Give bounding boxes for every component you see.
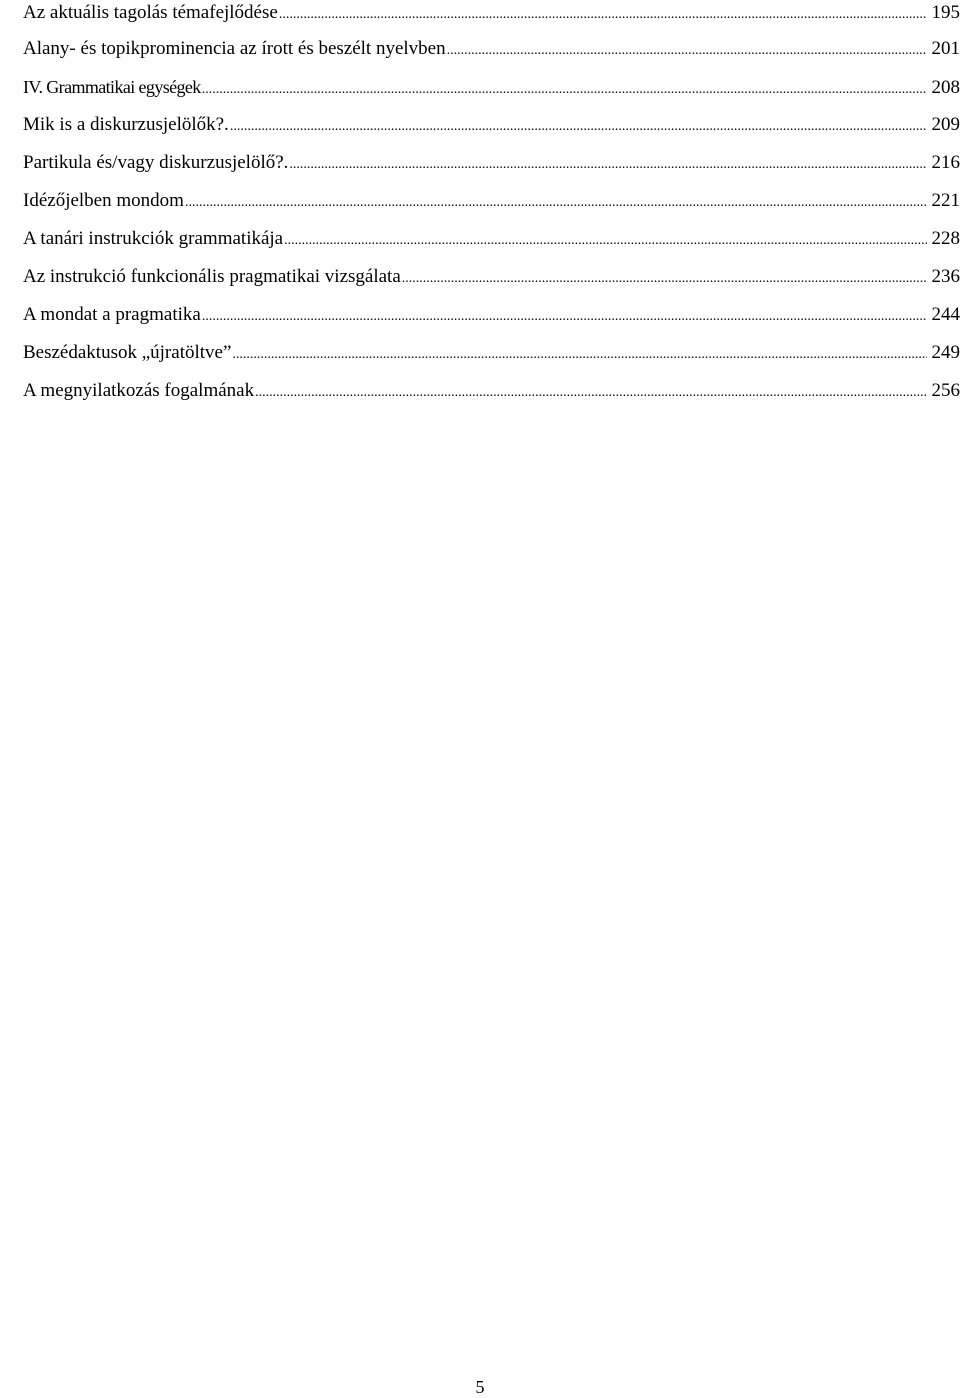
toc-dot-leader (279, 2, 927, 28)
toc-entry-title: Beszédaktusok „újratöltve” (23, 342, 232, 363)
toc-entry (23, 340, 960, 378)
toc-entry-title: Idézőjelben mondom (23, 190, 184, 211)
toc-entry (23, 150, 960, 188)
toc-entry (23, 188, 960, 226)
toc-dot-leader (202, 304, 927, 330)
toc-dot-leader (447, 38, 927, 64)
toc-entry-title: Partikula és/vagy diskurzusjelölő?. (23, 152, 289, 173)
toc-section-title: IV. Grammatikai egységek (23, 77, 201, 97)
toc-entry-title: Alany- és topikprominencia az írott és beszélt nyelvben (23, 38, 446, 59)
toc-dot-leader (230, 114, 927, 140)
toc-entry-page: 195 (931, 2, 960, 23)
toc-entry-title: A tanári instrukciók grammatikája (23, 228, 284, 249)
toc-entry-title: A megnyilatkozás fogalmának (23, 380, 255, 401)
toc-dot-leader (185, 190, 927, 216)
toc-entry (23, 36, 960, 74)
toc-entry-page: 228 (931, 228, 960, 249)
toc-dot-leader (284, 228, 927, 254)
toc-entry-title: A mondat a pragmatika (23, 304, 201, 325)
toc-entry (23, 264, 960, 302)
toc-section-entry (23, 74, 960, 112)
page-number: 5 (475, 1377, 485, 1397)
toc-entry (23, 226, 960, 264)
toc-dot-leader (402, 266, 927, 292)
toc-entry (23, 302, 960, 340)
toc-dot-leader (289, 152, 927, 178)
toc-dot-leader (232, 342, 927, 368)
table-of-contents (23, 0, 960, 416)
toc-entry-title: Az instrukció funkcionális pragmatikai vizsgálata (23, 266, 401, 287)
toc-entry-title: Az aktuális tagolás témafejlődése (23, 2, 278, 23)
toc-dot-leader (255, 380, 927, 406)
toc-entry-page: 236 (931, 266, 960, 287)
toc-entry-page: 208 (931, 77, 960, 98)
toc-entry-page: 201 (931, 38, 960, 59)
toc-entry (23, 0, 960, 36)
toc-entry-page: 256 (931, 380, 960, 401)
toc-dot-leader (202, 77, 927, 103)
toc-entry-page: 244 (931, 304, 960, 325)
toc-entry-title: Mik is a diskurzusjelölők?. (23, 114, 229, 135)
toc-entry (23, 112, 960, 150)
toc-entry-page: 216 (931, 152, 960, 173)
toc-entry-page: 221 (931, 190, 960, 211)
toc-entry (23, 378, 960, 416)
toc-entry-page: 209 (931, 114, 960, 135)
toc-entry-page: 249 (931, 342, 960, 363)
